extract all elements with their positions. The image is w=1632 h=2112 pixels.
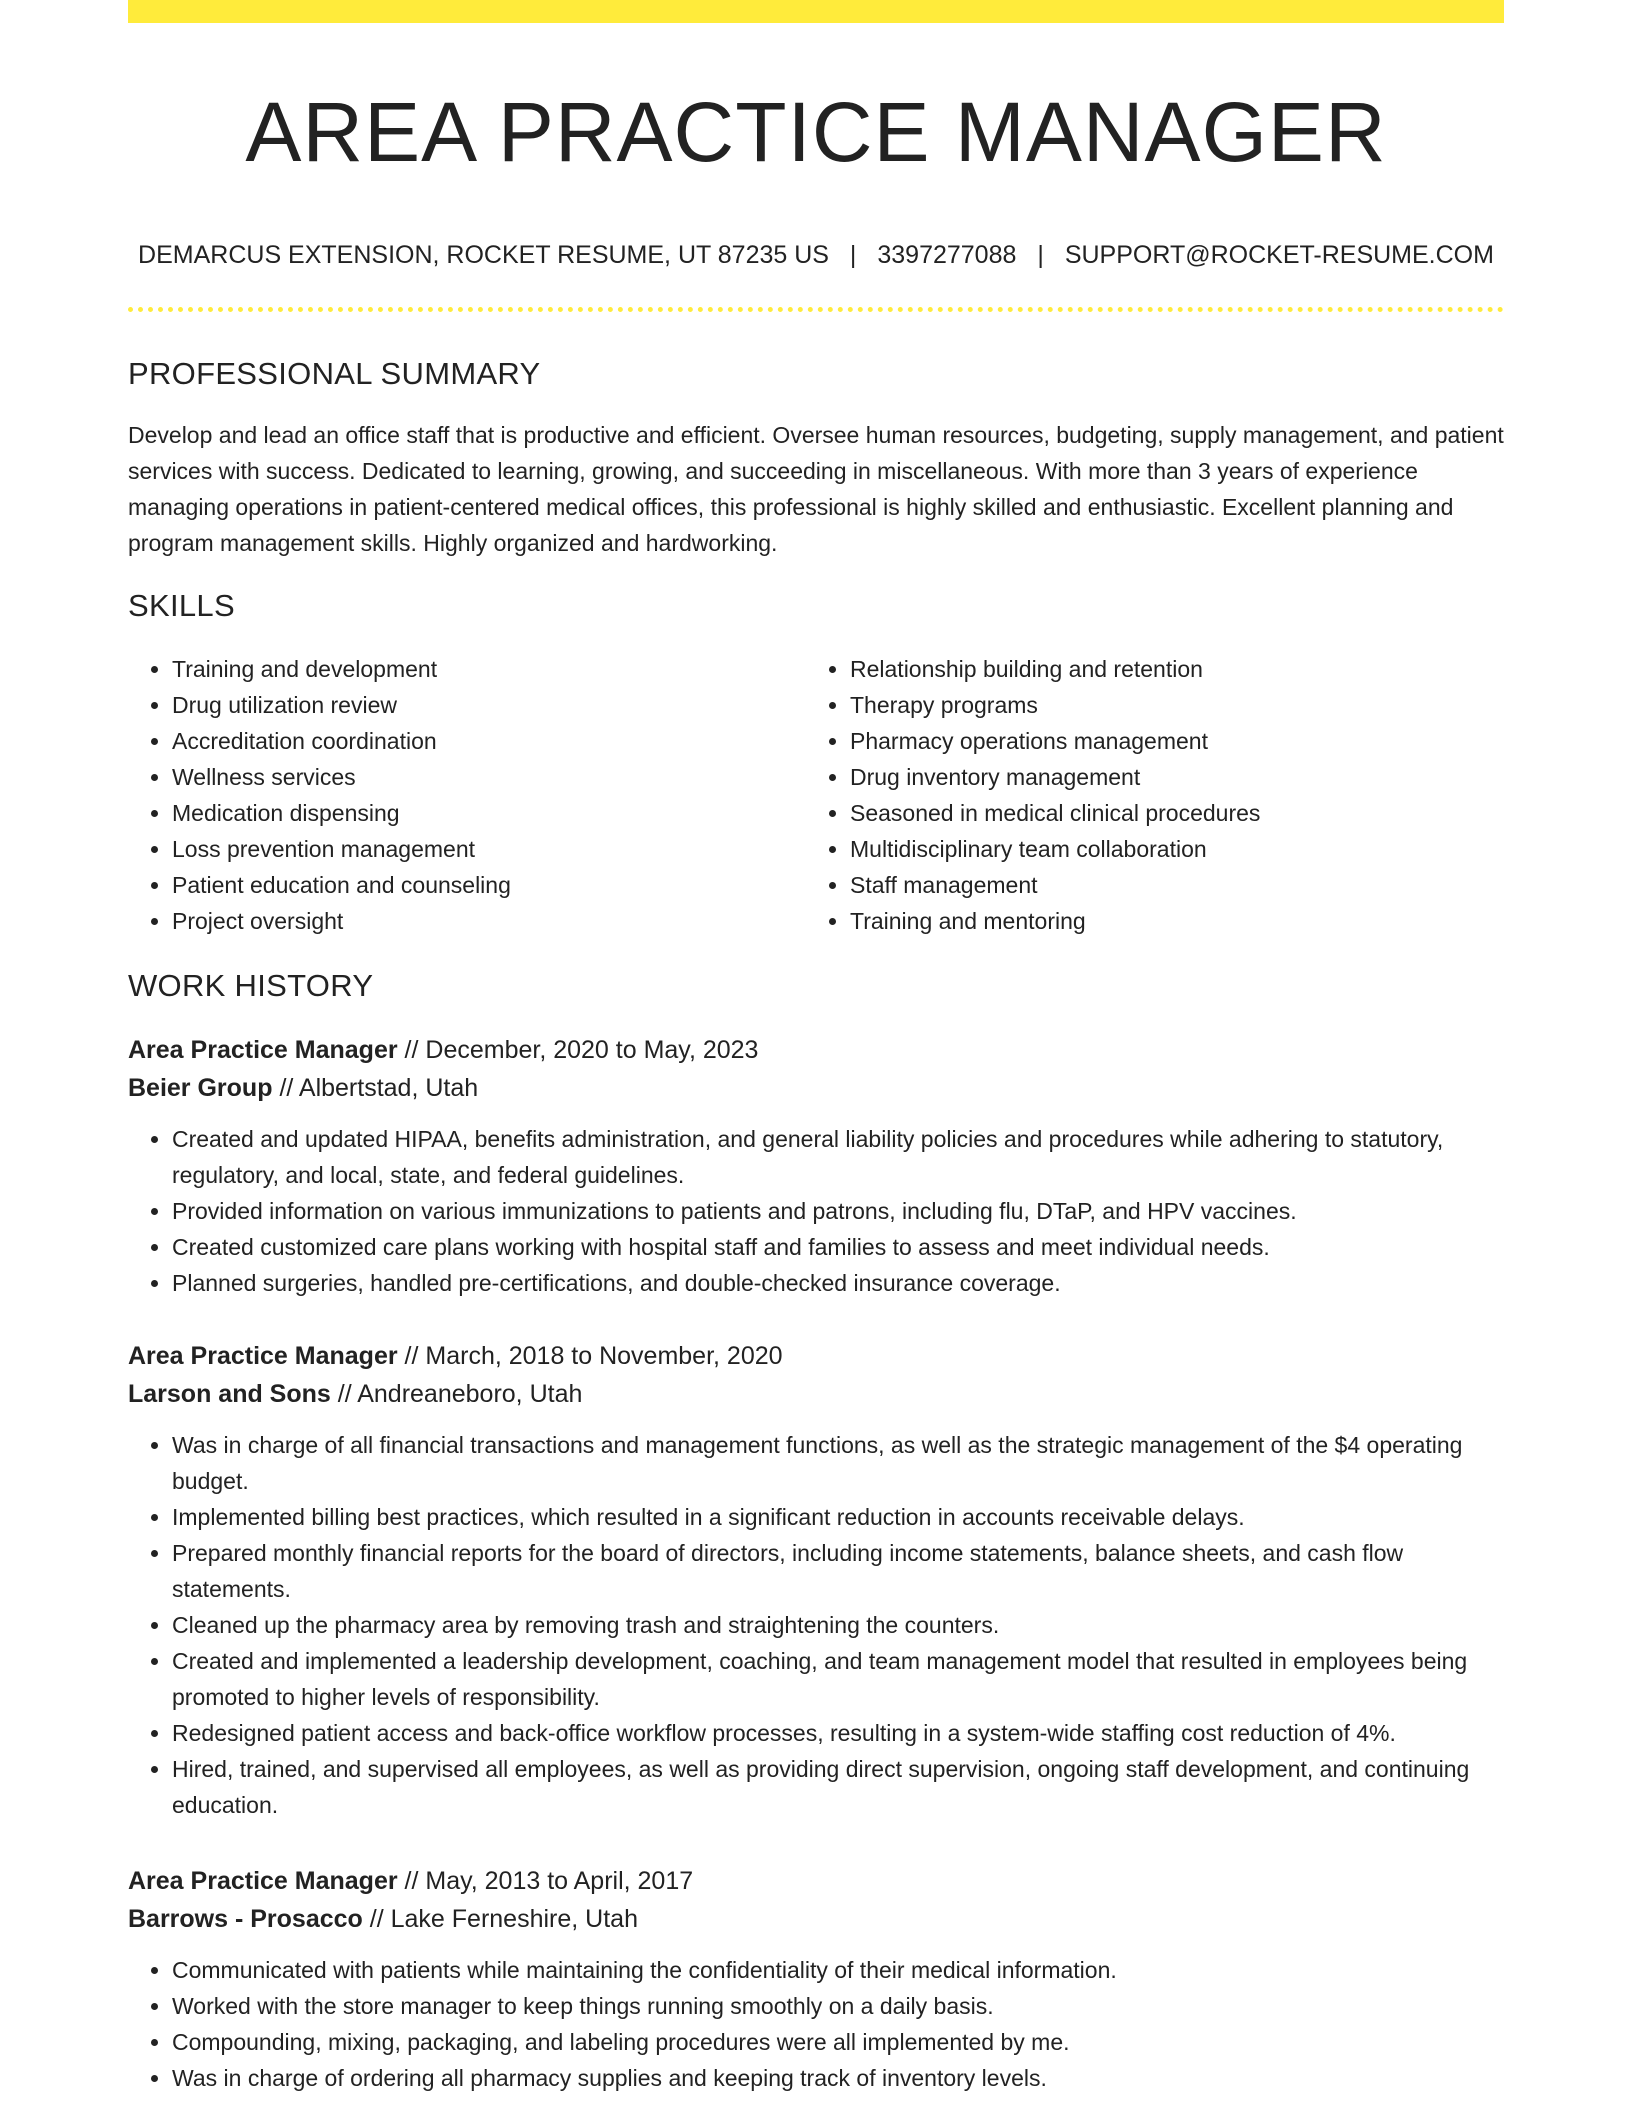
skill-item: • Staff management xyxy=(850,867,1504,903)
header-divider xyxy=(128,307,1504,312)
candidate-name: AREA PRACTICE MANAGER xyxy=(245,85,1387,179)
top-accent-bar xyxy=(128,0,1504,23)
skill-item: • Drug utilization review xyxy=(172,687,798,723)
job-dates: // December, 2020 to May, 2023 xyxy=(404,1036,759,1064)
summary-title: PROFESSIONAL SUMMARY xyxy=(128,356,541,391)
contact-phone: 3397277088 xyxy=(877,241,1017,269)
job-bullet: • Created and updated HIPAA, benefits administration, and general liability policies and procedures while adhering to statutory, regulatory, and local, state, and federal guidelines. xyxy=(172,1121,1504,1193)
job-dates: // March, 2018 to November, 2020 xyxy=(404,1342,783,1370)
job-company-line xyxy=(128,1375,1504,1413)
skills-title: SKILLS xyxy=(128,588,235,623)
job-entry xyxy=(128,1862,1504,2096)
job-company: Barrows - Prosacco xyxy=(128,1905,363,1933)
job-company-line xyxy=(128,1900,1504,1938)
contact-separator: | xyxy=(1037,241,1044,269)
job-bullet: • Compounding, mixing, packaging, and labeling procedures were all implemented by me. xyxy=(172,2024,1504,2060)
job-dates: // May, 2013 to April, 2017 xyxy=(404,1867,694,1895)
job-role: Area Practice Manager xyxy=(128,1036,398,1064)
skill-item: • Medication dispensing xyxy=(172,795,798,831)
job-bullet: • Implemented billing best practices, which resulted in a significant reduction in accounts receivable delays. xyxy=(172,1499,1504,1535)
job-role: Area Practice Manager xyxy=(128,1867,398,1895)
skill-item: • Loss prevention management xyxy=(172,831,798,867)
job-bullet: • Cleaned up the pharmacy area by removing trash and straightening the counters. xyxy=(172,1607,1504,1643)
skill-item: • Training and development xyxy=(172,651,798,687)
skill-item: • Patient education and counseling xyxy=(172,867,798,903)
job-entry xyxy=(128,1337,1504,1823)
skill-item: • Project oversight xyxy=(172,903,798,939)
job-bullet: • Worked with the store manager to keep things running smoothly on a daily basis. xyxy=(172,1988,1504,2024)
job-bullets xyxy=(128,1427,1504,1823)
job-company-line xyxy=(128,1069,1504,1107)
contact-separator: | xyxy=(849,241,857,269)
job-bullet: • Planned surgeries, handled pre-certifications, and double-checked insurance coverage. xyxy=(172,1265,1504,1301)
job-bullet: • Created customized care plans working with hospital staff and families to assess and meet individual needs. xyxy=(172,1229,1504,1265)
skill-item: • Training and mentoring xyxy=(850,903,1504,939)
job-location: // Andreaneboro, Utah xyxy=(337,1380,583,1408)
job-role: Area Practice Manager xyxy=(128,1342,398,1370)
job-bullet: • Communicated with patients while maintaining the confidentiality of their medical information. xyxy=(172,1952,1504,1988)
job-role-line xyxy=(128,1337,1504,1375)
job-bullet: • Prepared monthly financial reports for the board of directors, including income statements, balance sheets, and cash flow statements. xyxy=(172,1535,1504,1607)
work-history-title: WORK HISTORY xyxy=(128,968,374,1003)
job-bullet: • Hired, trained, and supervised all employees, as well as providing direct supervision, ongoing staff development, and continuing education. xyxy=(172,1751,1504,1823)
skill-item: • Relationship building and retention xyxy=(850,651,1504,687)
skill-item: • Pharmacy operations management xyxy=(850,723,1504,759)
job-bullet: • Redesigned patient access and back-office workflow processes, resulting in a system-wide staffing cost reduction of 4%. xyxy=(172,1715,1504,1751)
job-company: Larson and Sons xyxy=(128,1380,331,1408)
contact-address: DEMARCUS EXTENSION, ROCKET RESUME, UT 87235 US xyxy=(138,241,829,269)
skill-item: • Wellness services xyxy=(172,759,798,795)
job-bullets xyxy=(128,1952,1504,2096)
job-bullet: • Was in charge of ordering all pharmacy supplies and keeping track of inventory levels. xyxy=(172,2060,1504,2096)
skill-item: • Therapy programs xyxy=(850,687,1504,723)
skill-item: • Seasoned in medical clinical procedures xyxy=(850,795,1504,831)
job-role-line xyxy=(128,1031,1504,1069)
job-location: // Lake Ferneshire, Utah xyxy=(369,1905,638,1933)
job-bullet: • Created and implemented a leadership development, coaching, and team management model that resulted in employees being promoted to higher levels of responsibility. xyxy=(172,1643,1504,1715)
job-bullet: • Was in charge of all financial transactions and management functions, as well as the strategic management of the $4 operating budget. xyxy=(172,1427,1504,1499)
skills-left-list xyxy=(128,651,798,939)
contact-email: SUPPORT@ROCKET-RESUME.COM xyxy=(1064,241,1494,269)
job-entry xyxy=(128,1031,1504,1301)
job-bullet: • Provided information on various immunizations to patients and patrons, including flu, DTaP, and HPV vaccines. xyxy=(172,1193,1504,1229)
summary-text: Develop and lead an office staff that is productive and efficient. Oversee human resources, budgeting, supply management, and patient services with success. Dedicated to learning, growing, and succeeding in miscellaneous. With more than 3 years of experience managing operations in patient-centered medical offices, this professional is highly skilled and enthusiastic. Excellent planning and program management skills. Highly organized and hardworking. xyxy=(128,422,1504,556)
skill-item: • Accreditation coordination xyxy=(172,723,798,759)
job-location: // Albertstad, Utah xyxy=(279,1074,479,1102)
skills-right-list xyxy=(806,651,1504,939)
job-bullets xyxy=(128,1121,1504,1301)
skill-item: • Drug inventory management xyxy=(850,759,1504,795)
contact-line xyxy=(128,238,1504,272)
job-role-line xyxy=(128,1862,1504,1900)
job-company: Beier Group xyxy=(128,1074,273,1102)
skill-item: • Multidisciplinary team collaboration xyxy=(850,831,1504,867)
